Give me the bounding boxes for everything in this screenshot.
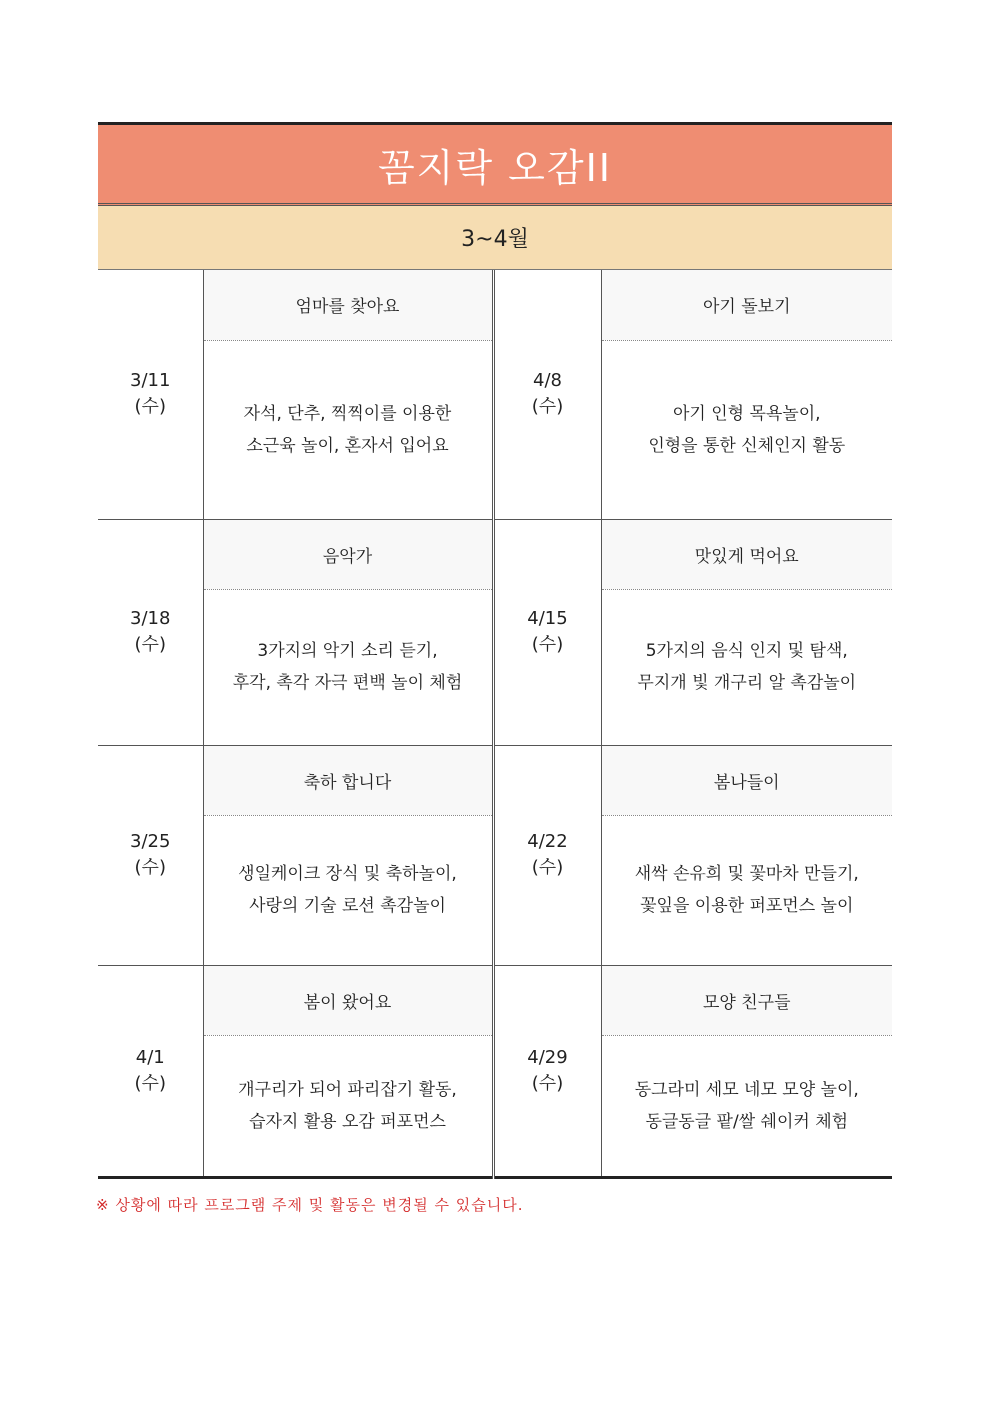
- description-line: 생일케이크 장식 및 축하놀이,: [238, 864, 457, 884]
- session-topic: 축하 합니다: [203, 745, 493, 815]
- day-value: (수): [531, 396, 564, 418]
- session-date: [493, 745, 601, 965]
- date-value: 4/22: [527, 831, 568, 852]
- date-value: 3/11: [130, 370, 171, 392]
- description-line: 3가지의 악기 소리 듣기,: [257, 641, 438, 661]
- session-description: [203, 589, 493, 745]
- day-value: (수): [134, 396, 166, 418]
- day-value: (수): [531, 1072, 564, 1094]
- title-banner: [98, 122, 892, 206]
- session-date: [493, 519, 601, 745]
- description-line: 인형을 통한 신체인지 활동: [648, 435, 846, 456]
- session-description: [601, 815, 892, 965]
- session-topic: 음악가: [203, 519, 493, 589]
- session-description: [203, 340, 493, 519]
- description-line: 동그라미 세모 네모 모양 놀이,: [634, 1079, 859, 1100]
- description-line: 습자지 활용 오감 퍼포먼스: [249, 1111, 446, 1132]
- description-line: 아기 인형 목욕놀이,: [672, 403, 821, 424]
- description-line: 소근육 놀이, 혼자서 입어요: [246, 435, 449, 456]
- session-topic: 모양 친구들: [601, 965, 892, 1035]
- session-date: [98, 745, 203, 965]
- session-description: [203, 815, 493, 965]
- day-value: (수): [134, 634, 166, 655]
- session-topic: 맛있게 먹어요: [601, 519, 892, 589]
- session-date: [98, 270, 203, 519]
- session-topic: 봄이 왔어요: [203, 965, 493, 1035]
- description-line: 개구리가 되어 파리잡기 활동,: [238, 1079, 457, 1100]
- session-date: [98, 965, 203, 1177]
- session-description: [601, 1035, 892, 1177]
- session-topic: 아기 돌보기: [601, 270, 892, 340]
- description-line: 새싹 손유희 및 꽃마차 만들기,: [634, 864, 859, 884]
- schedule-document: [98, 122, 892, 1179]
- session-date: [493, 965, 601, 1177]
- schedule-row-topic: [98, 965, 892, 1035]
- date-value: 4/15: [527, 608, 568, 629]
- date-value: 4/1: [135, 1046, 165, 1068]
- date-value: 3/18: [130, 608, 171, 629]
- description-line: 후각, 촉각 자극 편백 놀이 체험: [232, 673, 463, 693]
- footnote: ※ 상황에 따라 프로그램 주제 및 활동은 변경될 수 있습니다.: [96, 1196, 524, 1214]
- session-description: [601, 589, 892, 745]
- day-value: (수): [531, 634, 564, 655]
- day-value: (수): [134, 857, 166, 878]
- month-label: 3~4월: [461, 227, 529, 252]
- schedule-table: [98, 270, 892, 1179]
- description-line: 사랑의 기술 로션 촉감놀이: [249, 896, 446, 916]
- description-line: 5가지의 음식 인지 및 탐색,: [645, 641, 848, 661]
- description-line: 자석, 단추, 찍찍이를 이용한: [243, 403, 452, 424]
- date-value: 4/29: [527, 1046, 568, 1068]
- schedule-row-topic: [98, 745, 892, 815]
- date-value: 3/25: [130, 831, 171, 852]
- session-topic: 봄나들이: [601, 745, 892, 815]
- session-date: [98, 519, 203, 745]
- day-value: (수): [134, 1072, 166, 1094]
- date-value: 4/8: [533, 370, 562, 392]
- session-description: [601, 340, 892, 519]
- schedule-row-topic: [98, 270, 892, 340]
- description-line: 무지개 빛 개구리 알 촉감놀이: [637, 673, 857, 693]
- description-line: 꽃잎을 이용한 퍼포먼스 놀이: [640, 896, 854, 916]
- session-date: [493, 270, 601, 519]
- session-description: [203, 1035, 493, 1177]
- schedule-row-topic: [98, 519, 892, 589]
- description-line: 동글동글 팥/쌀 쉐이커 체험: [645, 1111, 849, 1132]
- day-value: (수): [531, 857, 564, 878]
- session-topic: 엄마를 찾아요: [203, 270, 493, 340]
- program-title: 꼼지락 오감II: [377, 145, 613, 190]
- month-banner: [98, 206, 892, 270]
